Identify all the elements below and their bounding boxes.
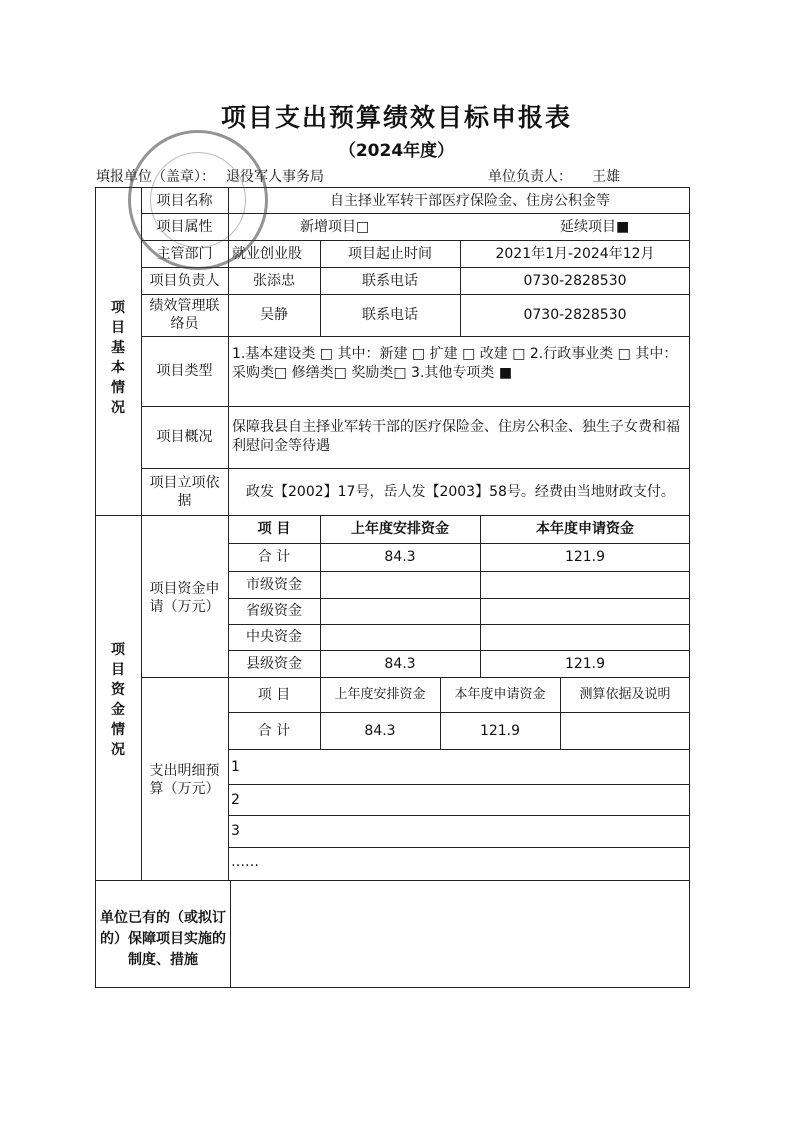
detail-label: 支出明细预算（万元） (149, 763, 220, 797)
fund-row-this: 121.9 (564, 549, 606, 565)
detail-col-basis: 测算依据及说明 (579, 687, 671, 702)
unit-label: 填报单位（盖章）： (96, 169, 215, 185)
fund-col-this: 本年度申请资金 (536, 521, 634, 537)
fund-row-label: 市级资金 (246, 577, 302, 593)
col-divider (230, 880, 231, 988)
row-divider (228, 624, 690, 625)
detail-item: …… (231, 854, 259, 870)
overview-label: 项目概况 (156, 429, 213, 445)
detail-total-this: 121.9 (479, 723, 521, 739)
project-type-options: 1.基本建设类 □ 其中：新建 □ 扩建 □ 改建 □ 2.行政事业类 □ 其中：采购类□ 修缮类□ 奖励类□ 3.其他专项类 ■ (232, 346, 678, 381)
fund-row-last: 84.3 (384, 549, 416, 565)
col-divider (141, 187, 142, 880)
unit-value: 退役军人事务局 (226, 169, 324, 185)
fund-apply-label: 项目资金申请（万元） (149, 581, 220, 615)
row-divider (228, 847, 690, 848)
row-divider (141, 336, 690, 337)
fund-row-label: 中央资金 (246, 629, 302, 645)
period-label: 项目起止时间 (348, 246, 432, 262)
basis-label: 项目立项依据 (149, 475, 220, 509)
row-divider (228, 650, 690, 651)
detail-item: 1 (231, 759, 240, 775)
project-attribute-label: 项目属性 (156, 219, 213, 235)
fund-col-item: 项 目 (257, 521, 291, 537)
project-type-label: 项目类型 (156, 363, 213, 379)
row-divider (141, 406, 690, 407)
detail-item: 3 (231, 823, 240, 839)
row-divider (228, 598, 690, 599)
funds-section-label: 项目资金情况 (111, 642, 125, 758)
attribute-new-checkbox: 新增项目□ (300, 219, 370, 235)
leader-phone-value: 0730-2828530 (523, 273, 627, 289)
detail-col-item: 项 目 (257, 687, 291, 703)
period-value: 2021年1月-2024年12月 (495, 246, 655, 262)
row-divider (228, 712, 690, 713)
detail-col-last: 上年度安排资金 (334, 687, 426, 702)
fund-col-last: 上年度安排资金 (351, 521, 449, 537)
basic-section-label: 项目基本情况 (111, 300, 125, 416)
leader-value: 张添忠 (253, 273, 295, 289)
row-divider (141, 677, 690, 678)
project-name-value: 自主择业军转干部医疗保险金、住房公积金等 (330, 193, 610, 209)
section-divider (95, 880, 690, 881)
project-name-label: 项目名称 (156, 193, 213, 209)
responsible-label: 单位负责人： (488, 169, 572, 185)
fund-row-label: 县级资金 (246, 656, 302, 672)
basis-value: 政发【2002】17号，岳人发【2003】58号。经费由当地财政支付。 (246, 484, 675, 500)
leader-phone-label: 联系电话 (362, 273, 418, 289)
detail-col-this: 本年度申请资金 (454, 687, 546, 702)
row-divider (141, 267, 690, 268)
perf-phone-label: 联系电话 (362, 307, 418, 323)
fund-row-last: 84.3 (384, 656, 416, 672)
row-divider (228, 784, 690, 785)
measures-label: 单位已有的（或拟订的）保障项目实施的制度、措施 (100, 910, 226, 968)
row-divider (228, 571, 690, 572)
document-year: （2024年度） (338, 141, 455, 161)
row-divider (141, 468, 690, 469)
row-divider (228, 543, 690, 544)
detail-item: 2 (231, 792, 240, 808)
col-divider (320, 515, 321, 677)
responsible-value: 王雄 (592, 169, 620, 185)
perf-phone-value: 0730-2828530 (523, 307, 627, 323)
detail-total-label: 合 计 (257, 723, 291, 739)
perf-contact-value: 吴静 (260, 307, 288, 323)
leader-label: 项目负责人 (149, 273, 220, 289)
row-divider (228, 749, 690, 750)
fund-row-this: 121.9 (564, 656, 606, 672)
detail-total-last: 84.3 (364, 723, 396, 739)
section-divider (95, 515, 690, 516)
row-divider (228, 815, 690, 816)
dept-label: 主管部门 (156, 246, 213, 262)
fund-row-label: 省级资金 (246, 603, 302, 619)
document-title: 项目支出预算绩效目标申报表 (220, 103, 572, 132)
overview-value: 保障我县自主择业军转干部的医疗保险金、住房公积金、独生子女费和福利慰问金等待遇 (232, 419, 680, 454)
dept-value: 就业创业股 (232, 246, 302, 262)
row-divider (141, 294, 690, 295)
official-stamp-inner-ring (150, 152, 246, 248)
perf-contact-label: 绩效管理联络员 (149, 298, 220, 332)
col-divider (480, 515, 481, 677)
attribute-continued-checkbox: 延续项目■ (560, 219, 630, 235)
fund-row-label: 合 计 (257, 549, 291, 565)
